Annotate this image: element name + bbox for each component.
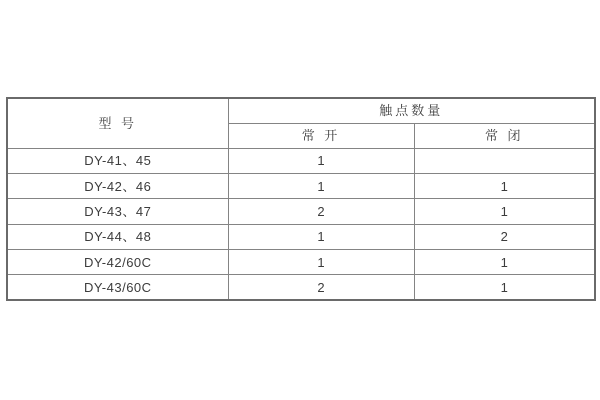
model-cell: DY-42、46	[7, 173, 228, 198]
open-count-cell: 2	[228, 199, 414, 224]
closed-count-cell: 1	[414, 173, 595, 198]
model-cell: DY-41、45	[7, 148, 228, 173]
table-row	[7, 224, 595, 249]
contact-spec-table	[6, 97, 596, 301]
open-count-cell: 1	[228, 148, 414, 173]
header-row-group	[7, 98, 595, 123]
table-row	[7, 173, 595, 198]
column-header-normally-closed: 常 闭	[414, 123, 595, 148]
open-count-cell: 1	[228, 173, 414, 198]
closed-count-cell: 1	[414, 275, 595, 300]
table-body	[7, 148, 595, 300]
table-row	[7, 250, 595, 275]
closed-count-cell: 1	[414, 199, 595, 224]
closed-count-cell	[414, 148, 595, 173]
table-row	[7, 148, 595, 173]
model-cell: DY-42/60C	[7, 250, 228, 275]
model-cell: DY-44、48	[7, 224, 228, 249]
model-cell: DY-43/60C	[7, 275, 228, 300]
closed-count-cell: 1	[414, 250, 595, 275]
column-group-header-contact-quantity: 触点数量	[228, 98, 595, 123]
table-row	[7, 275, 595, 300]
closed-count-cell: 2	[414, 224, 595, 249]
model-cell: DY-43、47	[7, 199, 228, 224]
open-count-cell: 1	[228, 250, 414, 275]
column-header-model: 型 号	[7, 98, 228, 148]
column-header-normally-open: 常 开	[228, 123, 414, 148]
open-count-cell: 2	[228, 275, 414, 300]
table-header	[7, 98, 595, 148]
open-count-cell: 1	[228, 224, 414, 249]
table-row	[7, 199, 595, 224]
